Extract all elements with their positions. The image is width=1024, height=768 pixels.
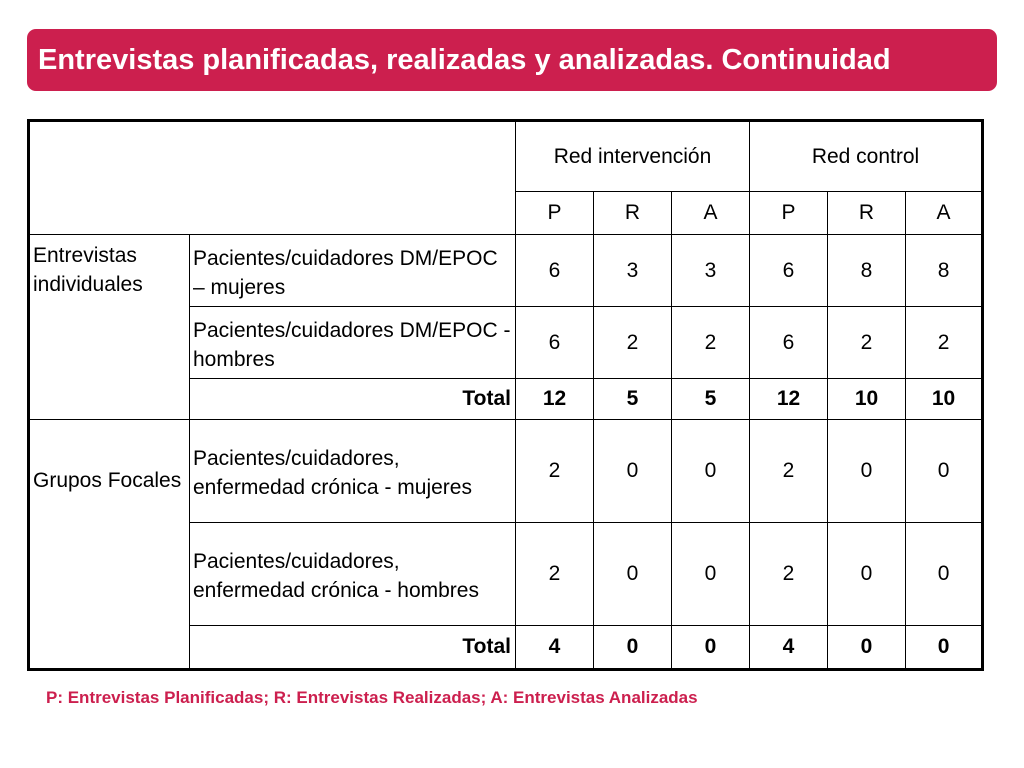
value-cell: 6 (750, 307, 828, 379)
value-cell: 2 (906, 307, 983, 379)
total-cell: 0 (906, 626, 983, 670)
value-cell: 2 (516, 420, 594, 523)
value-cell: 2 (750, 523, 828, 626)
table-row (29, 235, 983, 307)
interviews-table (27, 119, 984, 671)
value-cell: 8 (828, 235, 906, 307)
total-cell: 12 (516, 379, 594, 420)
value-cell: 6 (750, 235, 828, 307)
section-label-grupos-focales: Grupos Focales (29, 420, 190, 670)
value-cell: 0 (828, 420, 906, 523)
row-label: Pacientes/cuidadores DM/EPOC - hombres (190, 307, 516, 379)
corner-cell (29, 121, 516, 235)
total-cell: 0 (594, 626, 672, 670)
group-header-control: Red control (750, 121, 983, 192)
value-cell: 2 (594, 307, 672, 379)
value-cell: 3 (594, 235, 672, 307)
row-label: Pacientes/cuidadores, enfermedad crónica - mujeres (190, 420, 516, 523)
sub-header-cell: R (594, 192, 672, 235)
total-cell: 0 (672, 626, 750, 670)
table-row (29, 420, 983, 523)
value-cell: 0 (828, 523, 906, 626)
total-cell: 10 (906, 379, 983, 420)
total-label: Total (190, 626, 516, 670)
value-cell: 0 (906, 523, 983, 626)
value-cell: 3 (672, 235, 750, 307)
value-cell: 0 (672, 523, 750, 626)
footnote-legend: P: Entrevistas Planificadas; R: Entrevistas Realizadas; A: Entrevistas Analizadas (46, 688, 698, 707)
value-cell: 6 (516, 307, 594, 379)
value-cell: 2 (828, 307, 906, 379)
total-cell: 5 (672, 379, 750, 420)
group-header-intervencion: Red intervención (516, 121, 750, 192)
sub-header-cell: R (828, 192, 906, 235)
value-cell: 0 (906, 420, 983, 523)
total-cell: 12 (750, 379, 828, 420)
total-cell: 4 (516, 626, 594, 670)
value-cell: 6 (516, 235, 594, 307)
total-cell: 5 (594, 379, 672, 420)
sub-header-cell: P (750, 192, 828, 235)
total-cell: 4 (750, 626, 828, 670)
row-label: Pacientes/cuidadores, enfermedad crónica - hombres (190, 523, 516, 626)
row-label: Pacientes/cuidadores DM/EPOC – mujeres (190, 235, 516, 307)
title-banner (27, 29, 997, 91)
page-title: Entrevistas planificadas, realizadas y analizadas. Continuidad (38, 43, 891, 76)
value-cell: 0 (594, 420, 672, 523)
sub-header-cell: A (672, 192, 750, 235)
section-label-individuales: Entrevistas individuales (29, 235, 190, 420)
total-cell: 0 (828, 626, 906, 670)
value-cell: 2 (672, 307, 750, 379)
sub-header-cell: A (906, 192, 983, 235)
total-cell: 10 (828, 379, 906, 420)
value-cell: 8 (906, 235, 983, 307)
value-cell: 2 (516, 523, 594, 626)
group-header-row (29, 121, 983, 192)
value-cell: 2 (750, 420, 828, 523)
sub-header-cell: P (516, 192, 594, 235)
value-cell: 0 (594, 523, 672, 626)
value-cell: 0 (672, 420, 750, 523)
total-label: Total (190, 379, 516, 420)
